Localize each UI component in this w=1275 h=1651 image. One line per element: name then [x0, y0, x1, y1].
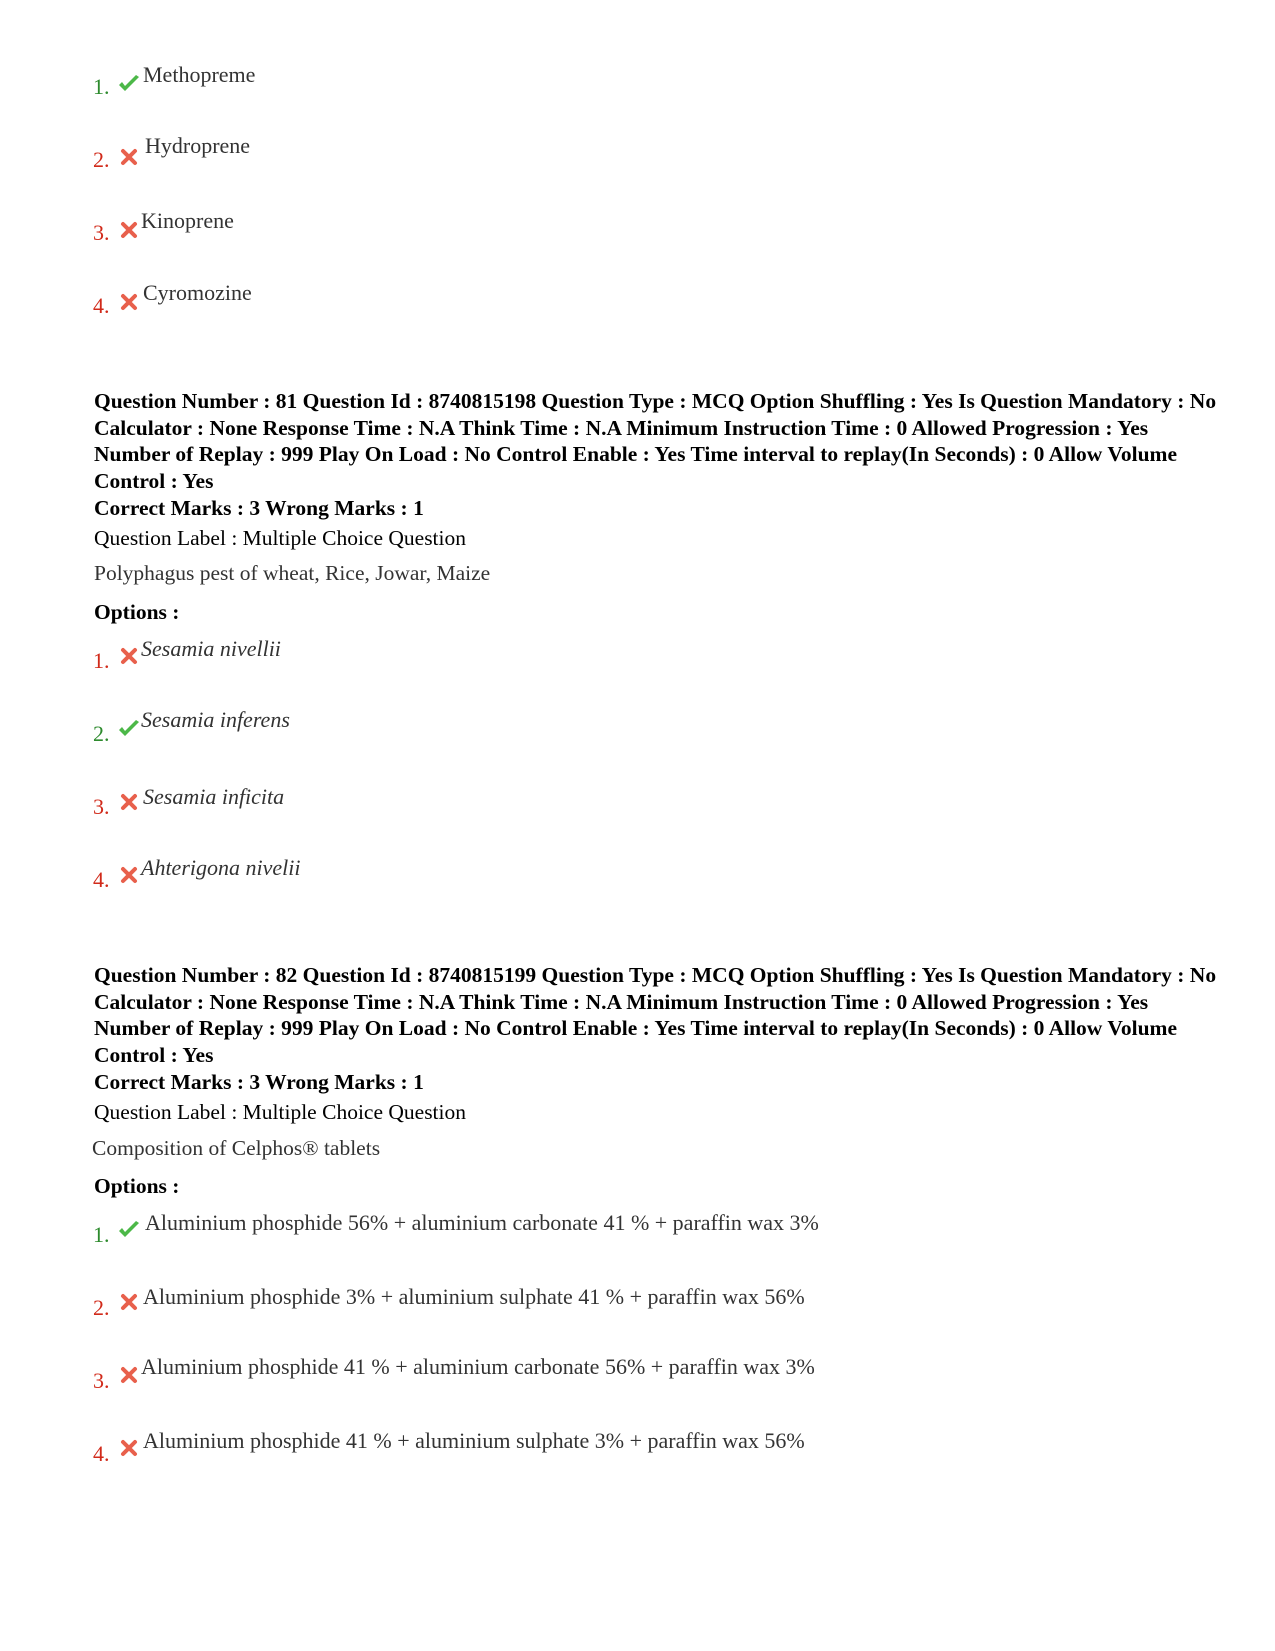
- option-text: Ahterigona nivelii: [141, 855, 301, 880]
- option-text: Aluminium phosphide 3% + aluminium sulphate 41 % + paraffin wax 56%: [143, 1284, 805, 1309]
- cross-icon: [117, 1292, 141, 1312]
- check-icon: [117, 1220, 141, 1240]
- cross-icon: [117, 646, 141, 666]
- option-number: 2.: [93, 721, 110, 746]
- option-text: Methopreme: [143, 62, 256, 87]
- option-number: 3.: [93, 794, 110, 819]
- option-number: 1.: [93, 1222, 110, 1247]
- question-81-options-title: Options :: [94, 600, 180, 624]
- cross-icon: [117, 1438, 141, 1458]
- option-number: 2.: [93, 1295, 110, 1320]
- cross-icon: [117, 1365, 141, 1385]
- option-number: 4.: [93, 293, 110, 318]
- option-text: Sesamia inficita: [143, 784, 285, 809]
- option-text: Aluminium phosphide 41 % + aluminium sulphate 3% + paraffin wax 56%: [143, 1428, 805, 1453]
- option-number: 2.: [93, 147, 110, 172]
- cross-icon: [117, 792, 141, 812]
- question-82-marks: Correct Marks : 3 Wrong Marks : 1: [94, 1070, 424, 1094]
- option-text: Aluminium phosphide 56% + aluminium carbonate 41 % + paraffin wax 3%: [145, 1210, 819, 1235]
- option-text: Aluminium phosphide 41 % + aluminium carbonate 56% + paraffin wax 3%: [141, 1354, 815, 1379]
- question-82-meta: Question Number : 82 Question Id : 8740815199 Question Type : MCQ Option Shuffling : Yes Is Question Mandatory : No Calculator : None Response Time : N.A Think Time : N.A Minimum Instruction Time : 0 Allowed Progression : Yes Number of Replay : 999 Play On Load : No Control Enable : Yes Time interval to replay(In Seconds) : 0 Allow Volume Control : Yes: [94, 963, 1217, 1067]
- check-icon: [117, 719, 141, 739]
- option-number: 1.: [93, 74, 110, 99]
- option-text: Hydroprene: [145, 133, 251, 158]
- option-number: 3.: [93, 1368, 110, 1393]
- question-82-text: Composition of Celphos® tablets: [92, 1136, 381, 1160]
- cross-icon: [117, 147, 141, 167]
- option-text: Sesamia inferens: [141, 707, 290, 732]
- cross-icon: [117, 220, 141, 240]
- option-number: 4.: [93, 1441, 110, 1466]
- question-81-marks: Correct Marks : 3 Wrong Marks : 1: [94, 496, 424, 520]
- option-number: 3.: [93, 220, 110, 245]
- option-number: 1.: [93, 648, 110, 673]
- option-number: 4.: [93, 867, 110, 892]
- option-text: Cyromozine: [143, 280, 252, 305]
- question-81-meta: Question Number : 81 Question Id : 8740815198 Question Type : MCQ Option Shuffling : Yes Is Question Mandatory : No Calculator : None Response Time : N.A Think Time : N.A Minimum Instruction Time : 0 Allowed Progression : Yes Number of Replay : 999 Play On Load : No Control Enable : Yes Time interval to replay(In Seconds) : 0 Allow Volume Control : Yes: [94, 389, 1217, 493]
- option-text: Sesamia nivellii: [141, 636, 281, 661]
- cross-icon: [117, 865, 141, 885]
- question-82-options-title: Options :: [94, 1174, 180, 1198]
- question-81-text: Polyphagus pest of wheat, Rice, Jowar, Maize: [94, 561, 491, 585]
- option-text: Kinoprene: [141, 208, 234, 233]
- cross-icon: [117, 292, 141, 312]
- check-icon: [117, 74, 141, 94]
- question-81-label: Question Label : Multiple Choice Question: [94, 526, 467, 550]
- question-82-label: Question Label : Multiple Choice Question: [94, 1100, 467, 1124]
